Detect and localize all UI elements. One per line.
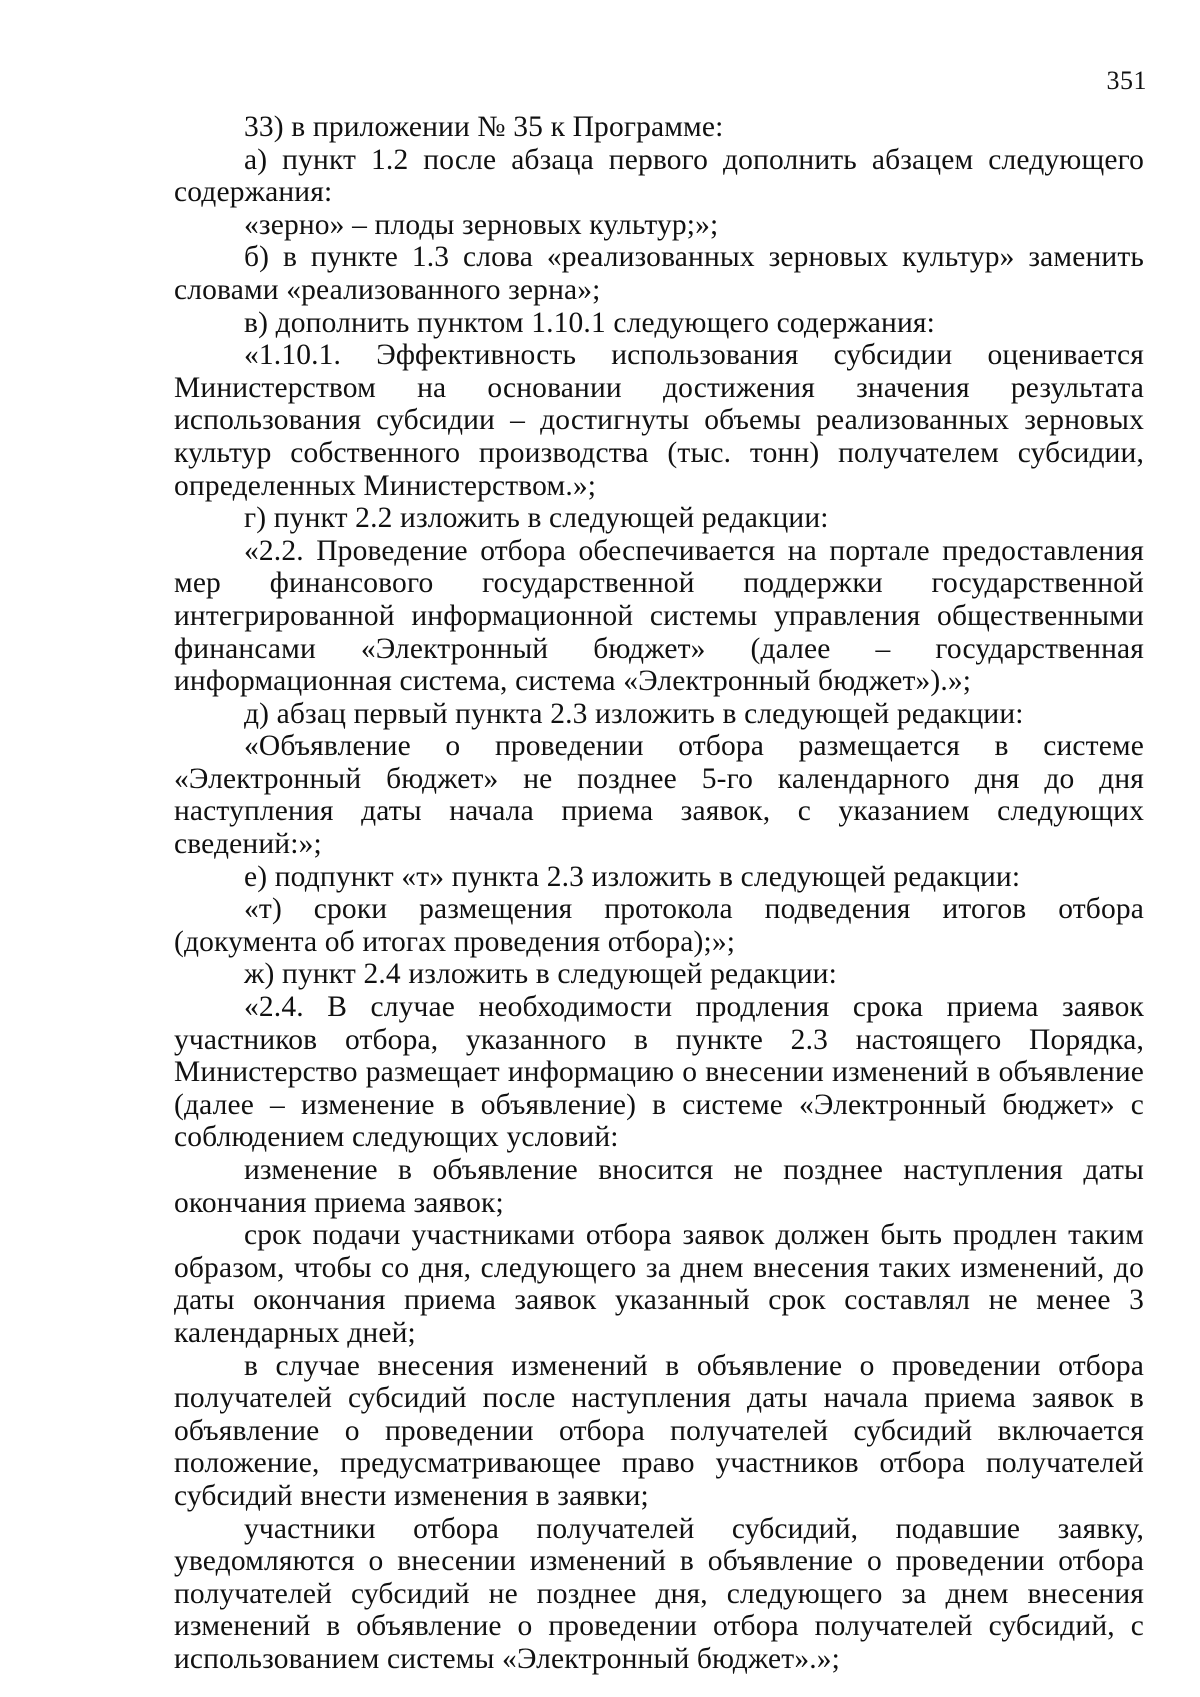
- paragraph-quote-2-2: «2.2. Проведение отбора обеспечивается на портале предоставления мер финансового государственной поддержки государственной интегрированной информационной системы управления общественными финансами «Электронный бюджет» (далее – государственная информационная система, система «Электронный бюджет»).»;: [174, 534, 1144, 698]
- paragraph-subitem-a: а) пункт 1.2 после абзаца первого дополнить абзацем следующего содержания:: [174, 143, 1144, 209]
- paragraph-quote-announcement: «Объявление о проведении отбора размещается в системе «Электронный бюджет» не позднее 5-го календарного дня до дня наступления даты начала приема заявок, с указанием следующих сведений:»;: [174, 730, 1144, 861]
- document-body: [174, 111, 1144, 1676]
- paragraph-subitem-b: б) в пункте 1.3 слова «реализованных зерновых культур» заменить словами «реализованного зерна»;: [174, 241, 1144, 306]
- paragraph-subitem-zh: ж) пункт 2.4 изложить в следующей редакции:: [244, 958, 837, 991]
- paragraph-subitem-e: е) подпункт «т» пункта 2.3 изложить в следующей редакции:: [244, 860, 1021, 893]
- paragraph-subitem-d: д) абзац первый пункта 2.3 изложить в следующей редакции:: [244, 697, 1024, 730]
- paragraph-item-33: 33) в приложении № 35 к Программе:: [244, 111, 724, 143]
- page-number: 351: [1106, 66, 1147, 95]
- paragraph-quote-t: «т) сроки размещения протокола подведения итогов отбора (документа об итогах проведения отбора);»;: [174, 893, 1144, 958]
- paragraph-subitem-v: в) дополнить пунктом 1.10.1 следующего содержания:: [244, 306, 935, 339]
- paragraph-quote-grain: «зерно» – плоды зерновых культур;»;: [244, 208, 719, 241]
- paragraph-quote-1-10-1: «1.10.1. Эффективность использования субсидии оценивается Министерством на основании достижения значения результата использования субсидии – достигнуты объемы реализованных зерновых культур собственного производства (тыс. тонн) получателем субсидии, определенных Министерством.»;: [174, 339, 1144, 502]
- paragraph-condition-4: участники отбора получателей субсидий, подавшие заявку, уведомляются о внесении изменений в объявление о проведении отбора получателей субсидий не позднее дня, следующего за днем внесения изменений в объявление о проведении отбора получателей субсидий, с использованием системы «Электронный бюджет».»;: [174, 1512, 1144, 1675]
- paragraph-quote-2-4: «2.4. В случае необходимости продления срока приема заявок участников отбора, указанного в пункте 2.3 настоящего Порядка, Министерство размещает информацию о внесении изменений в объявление (далее – изменение в объявление) в системе «Электронный бюджет» с соблюдением следующих условий:: [174, 991, 1144, 1154]
- paragraph-subitem-g: г) пункт 2.2 изложить в следующей редакции:: [244, 502, 829, 535]
- paragraph-condition-2: срок подачи участниками отбора заявок должен быть продлен таким образом, чтобы со дня, следующего за днем внесения таких изменений, до даты окончания приема заявок указанный срок составлял не менее 3 календарных дней;: [174, 1219, 1144, 1349]
- paragraph-condition-1: изменение в объявление вносится не позднее наступления даты окончания приема заявок;: [174, 1154, 1144, 1219]
- paragraph-condition-3: в случае внесения изменений в объявление о проведении отбора получателей субсидий после наступления даты начала приема заявок в объявление о проведении отбора получателей субсидий включается положение, предусматривающее право участников отбора получателей субсидий внести изменения в заявки;: [174, 1349, 1144, 1512]
